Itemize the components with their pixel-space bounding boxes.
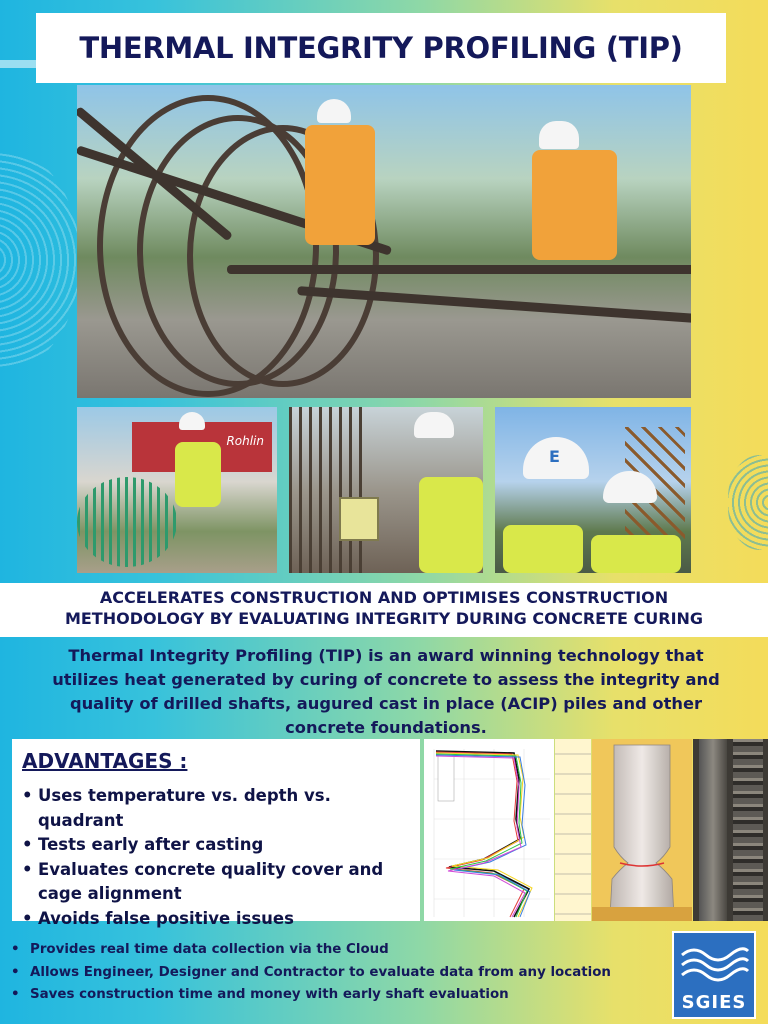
advantage-item: • Uses temperature vs. depth vs. quadrant (20, 784, 420, 833)
rebar-cage-coil (77, 477, 177, 567)
core-sample-photo (693, 739, 768, 921)
rebar (227, 265, 691, 274)
logo-text: SGIES (681, 992, 747, 1013)
main-photo-rebar-cage (77, 85, 691, 398)
temperature-depth-plot (424, 739, 554, 921)
advantage-item: • Evaluates concrete quality cover and cage alignment (20, 858, 398, 907)
advantages-heading: ADVANTAGES : (22, 749, 188, 773)
worker-figure (175, 442, 221, 507)
photo-two-engineers (495, 407, 691, 573)
tagline (0, 587, 768, 629)
waves-icon (674, 933, 754, 989)
hard-hat-icon (523, 437, 589, 479)
hard-hat-icon (317, 99, 351, 123)
shaft-3d-model (592, 739, 692, 921)
hard-hat-icon (414, 412, 454, 438)
tagline-band (0, 583, 768, 637)
feature-bullet: • Allows Engineer, Designer and Contractor to evaluate data from any location (8, 962, 611, 985)
photo-engineer-site (77, 407, 277, 573)
worker-figure (503, 525, 583, 573)
hat-logo: E (549, 447, 560, 466)
photo-data-logger (289, 407, 483, 573)
page-title: THERMAL INTEGRITY PROFILING (TIP) (79, 31, 683, 65)
rebar-cage (289, 407, 369, 573)
advantage-item: • Tests early after casting (20, 833, 420, 858)
depth-scale-strip (555, 739, 591, 921)
feature-bullet: • Saves construction time and money with early shaft evaluation (8, 984, 611, 1007)
feature-bullet: • Provides real time data collection via the Cloud (8, 939, 611, 962)
advantage-item: • Avoids false positive issues (20, 907, 420, 932)
left-swirl-decoration (0, 150, 80, 370)
worker-figure (305, 125, 375, 245)
hard-hat-icon (179, 412, 205, 430)
hard-hat-icon (539, 121, 579, 149)
feature-bullets (8, 939, 611, 1007)
shaft-model-graphic (592, 739, 692, 921)
tagline-line-2: METHODOLOGY BY EVALUATING INTEGRITY DURING CONCRETE CURING (64, 609, 704, 628)
worker-figure (532, 150, 617, 260)
description-text: Thermal Integrity Profiling (TIP) is an award winning technology that utilizes heat generated by curing of concrete to assess the integrity and quality of drilled shafts, augured cast in place (ACIP) piles and other concrete foundations. (52, 646, 720, 737)
advantages-panel (12, 739, 420, 928)
worker-figure (419, 477, 483, 573)
bottom-section (0, 924, 768, 1024)
tagline-line-1: ACCELERATES CONSTRUCTION AND OPTIMISES CONSTRUCTION (99, 588, 669, 607)
worker-figure (591, 535, 681, 573)
data-logger-device (339, 497, 379, 541)
company-logo (672, 931, 756, 1019)
title-banner (36, 13, 726, 83)
core-sample (733, 739, 763, 921)
truck-sign: Rohlin (226, 434, 264, 448)
right-swirl-decoration (728, 455, 768, 550)
plot-graphic (424, 739, 554, 921)
core-sample (699, 739, 727, 921)
advantages-list (20, 784, 420, 931)
depth-scale-graphic (555, 739, 591, 921)
